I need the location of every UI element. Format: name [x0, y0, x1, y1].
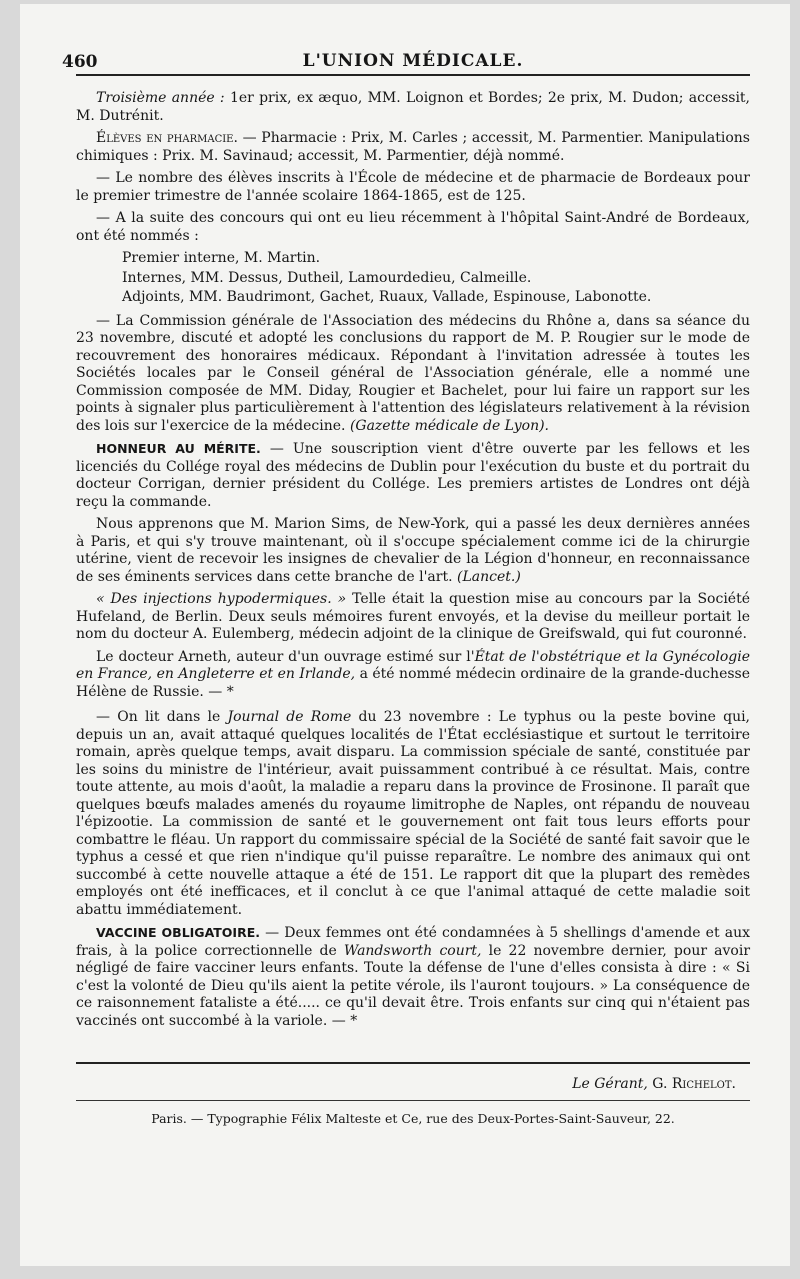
- page-number: 460: [62, 52, 98, 72]
- source-citation: (Gazette médicale de Lyon).: [349, 417, 549, 434]
- document-page: [20, 4, 790, 1266]
- section-keyword: HONNEUR AU MÉRITE.: [96, 441, 261, 456]
- article-body: [76, 90, 750, 1030]
- paragraph-text: — On lit dans le: [96, 709, 221, 725]
- journal-title: Journal de Rome: [227, 709, 352, 725]
- paragraph-text: Nous apprenons que M. Marion Sims, de New-York, qui a passé les deux dernières années à Paris, et qui s'y trouve maintenant, où il s'occupe spécialement comme ici de la chirurgie utérine, vient de recevoir les insignes de chevalier de la Légion d'honneur, en reconnaissance de ses éminents services dans cette branche de l'art.: [76, 516, 750, 585]
- running-title: L'UNION MÉDICALE.: [302, 51, 524, 71]
- paragraph-arneth: [76, 649, 750, 702]
- paragraph-text: — Deux femmes ont été condamnées à 5 shellings d'amende et aux frais, à la police correctionnelle de: [76, 925, 750, 959]
- section-keyword: VACCINE OBLIGATOIRE.: [96, 925, 260, 940]
- paragraph-text: Le docteur Arneth, auteur d'un ouvrage estimé sur l': [96, 648, 475, 665]
- signature-role: Le Gérant,: [572, 1076, 648, 1092]
- paragraph-text: — Pharmacie : Prix, M. Carles ; accessit, M. Parmentier. Manipulations chimiques : Prix. M. Savinaud; accessit, M. Parmentier, déjà nommé.: [76, 130, 750, 164]
- appointment-line: Premier interne, M. Martin.: [122, 250, 321, 266]
- paragraph-third-year: [76, 90, 750, 125]
- signature-name: G. Richelot.: [652, 1076, 736, 1092]
- paragraph-text: le 22 novembre dernier, pour avoir négligé de faire vacciner leurs enfants. Toute la défense de l'une d'elles consista à dire : « Si c'est la volonté de Dieu qu'ils aient la petite vérole, ils l'auront toujours. » La conséquence de ce raisonnement fataliste a été..... ce qu'il devait être. Trois enfants sur cinq qui n'étaient pas vaccinés ont succombé à la variole. — *: [76, 942, 751, 1029]
- paragraph-hufeland: [76, 591, 750, 644]
- imprint-rule: [76, 1100, 750, 1101]
- paragraph-vaccine: [76, 924, 750, 1030]
- court-name: Wandsworth court,: [343, 942, 482, 959]
- paragraph-text: Telle était la question mise au concours par la Société Hufeland, de Berlin. Deux seuls mémoires furent envoyés, et la devise du meilleur portait le nom du docteur A. Eulemberg, médecin adjoint de la clinique de Greifswald, qui fut couronné.: [76, 591, 751, 642]
- paragraph-text: du 23 novembre : Le typhus ou la peste bovine qui, depuis un an, avait attaqué quelques localités de l'État ecclésiastique et surtout le territoire romain, après quelque temps, avait disparu. La commission spéciale de santé, constituée par les soins du ministre de l'intérieur, avait puissamment contribué à ce résultat. Mais, contre toute attente, au mois d'août, la maladie a reparu dans la province de Frosinone. Il paraît que quelques bœufs malades amenés du royaume limitrophe de Naples, ont répandu de nouveau l'épizootie. La commission de santé et le gouvernement ont fait tous leurs efforts pour combattre le fléau. Un rapport du commissaire spécial de la Société de santé fait savoir que le typhus a cessé et que rien n'indique qu'il puisse reparaître. Le nombre des animaux qui ont succombé à cette nouvelle attaque a été de 151. Le rapport dit que la plupart des remèdes employés ont été inefficaces, et il conclut à ce que l'animal attaqué de cette maladie soit abattu immédiatement.: [76, 709, 751, 918]
- paragraph-commission: [76, 313, 750, 436]
- signature: [76, 1076, 750, 1092]
- footer-rule: [76, 1062, 750, 1064]
- appointment-line: Internes, MM. Dessus, Dutheil, Lamourdedieu, Calmeille.: [122, 269, 532, 286]
- paragraph-lead: Élèves en pharmacie.: [96, 130, 238, 146]
- appointment-line: Adjoints, MM. Baudrimont, Gachet, Ruaux, Vallade, Espinouse, Labonotte.: [122, 289, 652, 305]
- paragraph-typhus: [76, 709, 750, 919]
- page-header: [62, 40, 750, 76]
- source-citation: (Lancet.): [457, 568, 521, 585]
- book-title: État de l'obstétrique et la Gynécologie en France, en Angleterre et en Irlande,: [76, 648, 750, 682]
- quoted-title: « Des injections hypodermiques. »: [96, 591, 347, 607]
- paragraph-pharmacy: [76, 130, 750, 165]
- paragraph-text: — Une souscription vient d'être ouverte par les fellows et les licenciés du Collége royal des médecins de Dublin pour l'exécution du buste et du portrait du docteur Corrigan, dernier président du Collége. Les premiers artistes de Londres ont déjà reçu la commande.: [76, 441, 750, 510]
- paragraph-text: — La Commission générale de l'Association des médecins du Rhône a, dans sa séance du 23 novembre, discuté et adopté les conclusions du rapport de M. P. Rougier sur le mode de recouvrement des honoraires médicaux. Répondant à l'invitation adressée à toutes les Sociétés locales par le Conseil général de l'Association générale, elle a nommé une Commission composée de MM. Diday, Rougier et Bachelet, pour lui faire un rapport sur les points à signaler plus particulièrement à l'attention des législateurs relativement à la révision des lois sur l'exercice de la médecine.: [76, 312, 750, 434]
- paragraph-honneur: [76, 440, 750, 511]
- paragraph-text: a été nommé médecin ordinaire de la grande-duchesse Hélène de Russie. — *: [76, 666, 751, 700]
- printer-imprint: Paris. — Typographie Félix Malteste et Ce, rue des Deux-Portes-Saint-Sauveur, 22.: [151, 1111, 675, 1126]
- paragraph-enrollment: — Le nombre des élèves inscrits à l'École de médecine et de pharmacie de Bordeaux pour le premier trimestre de l'année scolaire 1864-1865, est de 125.: [76, 170, 750, 204]
- paragraph-competitions: — A la suite des concours qui ont eu lieu récemment à l'hôpital Saint-André de Bordeaux, ont été nommés :: [76, 210, 750, 244]
- paragraph-lead: Troisième année :: [96, 90, 225, 106]
- paragraph-text: 1er prix, ex æquo, MM. Loignon et Bordes; 2e prix, M. Dudon; accessit, M. Dutrénit.: [76, 90, 751, 124]
- paragraph-sims: [76, 516, 750, 586]
